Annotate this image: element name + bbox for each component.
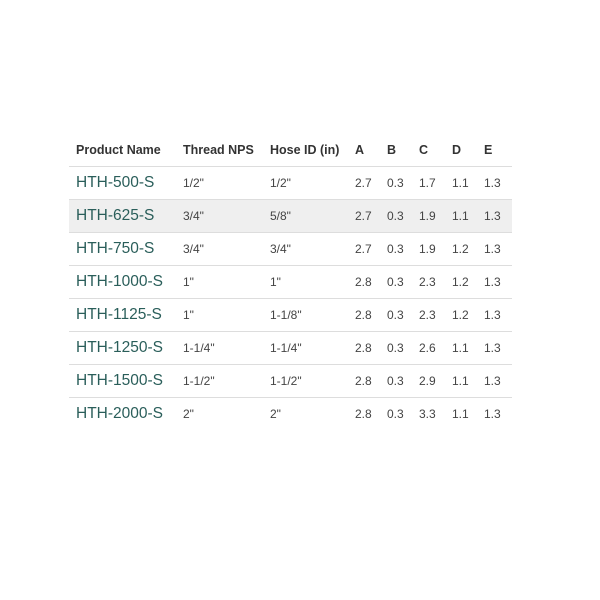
dim-a-cell: 2.7	[348, 200, 380, 233]
dim-d-cell: 1.1	[445, 365, 477, 398]
thread-nps-cell: 3/4"	[176, 233, 263, 266]
header-b: B	[387, 143, 397, 157]
dim-a-cell: 2.8	[348, 398, 380, 431]
dim-e-cell: 1.3	[477, 365, 512, 398]
header-c: C	[419, 143, 429, 157]
thread-nps-cell: 1-1/2"	[176, 365, 263, 398]
dim-a-cell: 2.7	[348, 233, 380, 266]
table-row	[69, 398, 512, 431]
dim-b-cell: 0.3	[380, 299, 412, 332]
product-spec-table-container	[69, 134, 512, 430]
hose-id-cell: 3/4"	[263, 233, 348, 266]
product-name-link[interactable]: HTH-1000-S	[69, 266, 176, 299]
hose-id-cell: 2"	[263, 398, 348, 431]
dim-b-cell: 0.3	[380, 200, 412, 233]
dim-c-cell: 1.9	[412, 200, 445, 233]
dim-b-cell: 0.3	[380, 365, 412, 398]
product-name-link[interactable]: HTH-1500-S	[69, 365, 176, 398]
hose-id-cell: 1-1/2"	[263, 365, 348, 398]
product-name-link[interactable]: HTH-2000-S	[69, 398, 176, 431]
dim-e-cell: 1.3	[477, 398, 512, 431]
product-name-link[interactable]: HTH-1250-S	[69, 332, 176, 365]
hose-id-cell: 1"	[263, 266, 348, 299]
hose-id-cell: 1/2"	[263, 167, 348, 200]
thread-nps-cell: 1/2"	[176, 167, 263, 200]
header-a: A	[355, 143, 365, 157]
dim-e-cell: 1.3	[477, 299, 512, 332]
product-name-link[interactable]: HTH-1125-S	[69, 299, 176, 332]
thread-nps-cell: 2"	[176, 398, 263, 431]
dim-a-cell: 2.8	[348, 365, 380, 398]
dim-c-cell: 2.3	[412, 266, 445, 299]
dim-b-cell: 0.3	[380, 266, 412, 299]
dim-e-cell: 1.3	[477, 167, 512, 200]
hose-id-cell: 1-1/4"	[263, 332, 348, 365]
product-name-link[interactable]: HTH-500-S	[69, 167, 176, 200]
dim-a-cell: 2.8	[348, 299, 380, 332]
dim-e-cell: 1.3	[477, 233, 512, 266]
header-e: E	[484, 143, 493, 157]
dim-c-cell: 2.9	[412, 365, 445, 398]
table-row	[69, 332, 512, 365]
header-hose-id: Hose ID (in)	[270, 143, 340, 157]
thread-nps-cell: 3/4"	[176, 200, 263, 233]
header-product-name: Product Name	[76, 143, 161, 157]
thread-nps-cell: 1-1/4"	[176, 332, 263, 365]
product-spec-table	[69, 134, 512, 430]
header-d: D	[452, 143, 462, 157]
dim-d-cell: 1.1	[445, 167, 477, 200]
header-row	[69, 134, 512, 167]
dim-b-cell: 0.3	[380, 332, 412, 365]
header-thread-nps: Thread NPS	[183, 143, 254, 157]
dim-c-cell: 1.9	[412, 233, 445, 266]
table-row	[69, 233, 512, 266]
dim-a-cell: 2.7	[348, 167, 380, 200]
dim-a-cell: 2.8	[348, 266, 380, 299]
table-row	[69, 200, 512, 233]
thread-nps-cell: 1"	[176, 299, 263, 332]
dim-a-cell: 2.8	[348, 332, 380, 365]
dim-b-cell: 0.3	[380, 398, 412, 431]
dim-d-cell: 1.1	[445, 200, 477, 233]
dim-c-cell: 2.6	[412, 332, 445, 365]
dim-e-cell: 1.3	[477, 332, 512, 365]
dim-c-cell: 1.7	[412, 167, 445, 200]
table-row	[69, 167, 512, 200]
dim-c-cell: 2.3	[412, 299, 445, 332]
dim-d-cell: 1.2	[445, 266, 477, 299]
product-name-link[interactable]: HTH-750-S	[69, 233, 176, 266]
thread-nps-cell: 1"	[176, 266, 263, 299]
table-row	[69, 299, 512, 332]
dim-e-cell: 1.3	[477, 200, 512, 233]
dim-d-cell: 1.2	[445, 233, 477, 266]
dim-b-cell: 0.3	[380, 233, 412, 266]
dim-d-cell: 1.1	[445, 398, 477, 431]
dim-e-cell: 1.3	[477, 266, 512, 299]
dim-d-cell: 1.1	[445, 332, 477, 365]
dim-c-cell: 3.3	[412, 398, 445, 431]
product-name-link[interactable]: HTH-625-S	[69, 200, 176, 233]
table-row	[69, 266, 512, 299]
dim-d-cell: 1.2	[445, 299, 477, 332]
table-row	[69, 365, 512, 398]
hose-id-cell: 5/8"	[263, 200, 348, 233]
dim-b-cell: 0.3	[380, 167, 412, 200]
hose-id-cell: 1-1/8"	[263, 299, 348, 332]
